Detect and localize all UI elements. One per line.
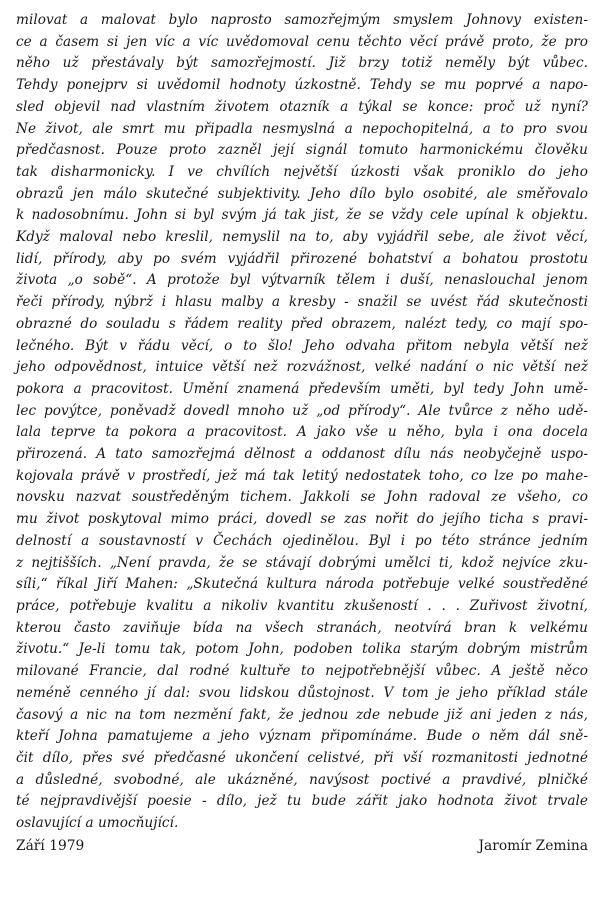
- signature-block: [16, 835, 588, 859]
- text-line: čit dílo, přes své předčasné ukončení celistvé, při vší rozmanitosti jednotné: [16, 749, 588, 766]
- text-line: síli,“ říkal Jiří Mahen: „Skutečná kultura národa potřebuje velké soustředěné: [16, 576, 588, 593]
- text-line: z nejtišších. „Není pravda, že se stávají dobrými umělci ti, kdož nejvíce zku-: [16, 554, 588, 571]
- text-line: řeči přírody, nýbrž i hlasu malby a kresby - snažil se uvést řád skutečnosti: [16, 294, 588, 311]
- text-line: lidí, přírody, aby po svém vyjádřil přirozené bohatství a bohatou prostotu: [16, 250, 588, 267]
- text-line: novsku nazvat soustředěným tichem. Jakkoli se John radoval ze všeho, co: [16, 489, 588, 506]
- text-line: milované Francie, dal rodné kultuře to nejpotřebnější vůbec. A ještě něco: [16, 663, 588, 680]
- text-line: obrazné do souladu s řádem reality před obrazem, nalézt tedy, co mají spo-: [16, 315, 588, 332]
- text-line: mu život poskytoval mimo práci, dovedl se zas nořit do jejího ticha s pravi-: [16, 511, 588, 528]
- text-line: něho už přestávaly být samozřejmostí. Již brzy totiž neměly být vůbec.: [16, 55, 588, 72]
- text-line: obrazů jen málo skutečné subjektivity. Jeho dílo bylo osobité, ale směřovalo: [16, 185, 588, 202]
- text-line: k nadosobnímu. John si byl svým já tak jist, že se vždy cele upínal k objektu.: [16, 207, 588, 224]
- text-line: sled objevil nad vlastním životem otazník a týkal se konce: proč už nyní?: [16, 98, 588, 115]
- essay-body: [16, 10, 588, 835]
- text-line: práce, potřebuje kvalitu a nikoliv kvantitu zkušeností . . . Zuřivost životní,: [16, 597, 588, 614]
- text-line: předčasnost. Pouze proto zazněl její signál tomuto harmonickému člověku: [16, 142, 588, 159]
- date-line: Září 1979: [16, 837, 85, 854]
- text-line: kteří Johna pamatujeme a jeho význam připomínáme. Bude o něm dál sně-: [16, 728, 588, 745]
- text-line: Když maloval nebo kreslil, nemyslil na to, aby vyjádřil sebe, ale život věcí,: [16, 229, 588, 246]
- text-line: jeho odpovědnost, intuice větší než rozvážnost, velké nadání o nic větší než: [16, 359, 588, 376]
- text-line: Tehdy ponejprv si uvědomil hodnoty úzkostně. Tehdy se mu poprvé a napo-: [16, 77, 588, 94]
- text-line: kojovala právě v prostředí, jež má tak letitý nedostatek toho, co lze po mahe-: [16, 467, 588, 484]
- text-line: časový a nic na tom nezmění fakt, že jednou zde nebude již ani jeden z nás,: [16, 706, 588, 723]
- text-line: milovat a malovat bylo naprosto samozřejmým smyslem Johnovy existen-: [16, 12, 588, 28]
- text-line: pokora a pracovitost. Umění znamená především uměti, byl tedy John umě-: [16, 380, 588, 397]
- text-line: životu.“ Je-li tomu tak, potom John, podoben tolika starým dobrým mistrům: [16, 641, 588, 658]
- text-line: lečného. Být v řádu věcí, o to šlo! Jeho odvaha přitom nebyla větší než: [16, 337, 588, 354]
- text-line: neméně cenného jí dal: svou lidskou důstojnost. V tom je jeho příklad stále: [16, 684, 588, 701]
- text-line: kterou často zaviňuje bída na všech stranách, neotvírá bran k velkému: [16, 619, 588, 636]
- document-page: [16, 10, 588, 890]
- text-line: ce a časem si jen víc a víc uvědomoval cenu těchto věcí právě proto, že pro: [16, 33, 588, 50]
- text-line: přirozená. A tato samozřejmá dělnost a oddanost dílu nás neobyčejně uspo-: [16, 446, 588, 463]
- text-line: Ne život, ale smrt mu připadla nesmyslná a nepochopitelná, a to pro svou: [16, 120, 588, 137]
- author-name: Jaromír Zemina: [478, 837, 588, 854]
- text-line: a důsledné, svobodné, ale ukázněné, navýsost poctivé a pravdivé, plničké: [16, 771, 588, 788]
- text-line: oslavující a umocňující.: [16, 815, 179, 832]
- text-line: té nejpravdivější poesie - dílo, jež tu bude zářit jako hodnota život trvale: [16, 793, 588, 810]
- text-line: delností a soustavností v Čechách ojedinělou. Byl i po této stránce jedním: [16, 532, 588, 549]
- text-line: tak disharmonicky. I ve chvílích největší úzkosti však proniklo do jeho: [16, 163, 588, 180]
- text-line: života „o sobě“. A protože byl výtvarník tělem i duší, nenaslouchal jenom: [16, 272, 588, 289]
- text-line: lala teprve ta pokora a pracovitost. A jako vše u něho, byla i ona docela: [16, 424, 588, 441]
- text-line: lec povýtce, poněvadž dovedl mnoho už „od přírody“. Ale tvůrce z něho udě-: [16, 402, 588, 419]
